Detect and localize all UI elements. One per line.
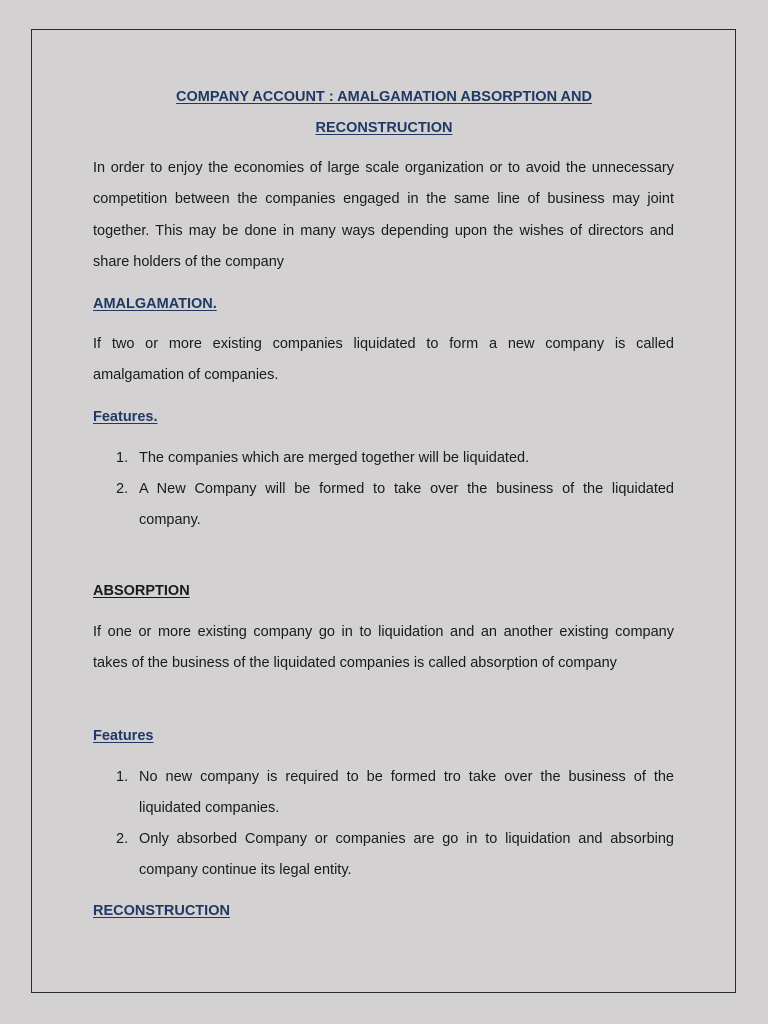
absorption-feature-1 bbox=[116, 762, 674, 824]
absorption-definition: If one or more existing company go in to liquidation and an another existing company takes of the business of the liquidated companies is called absorption of company bbox=[93, 624, 674, 672]
absorption-heading: ABSORPTION bbox=[93, 583, 190, 599]
list-number: 2. bbox=[116, 481, 129, 497]
amalgamation-definition: If two or more existing companies liquidated to form a new company is called amalgamation of companies. bbox=[93, 336, 674, 384]
amalgamation-heading: AMALGAMATION. bbox=[93, 296, 217, 312]
document-title-line-2: RECONSTRUCTION bbox=[315, 120, 453, 136]
list-number: 2. bbox=[116, 831, 129, 847]
absorption-features-heading: Features bbox=[93, 728, 154, 744]
list-text: Only absorbed Company or companies are go in to liquidation and absorbing company continue its legal entity. bbox=[139, 831, 674, 878]
list-number: 1. bbox=[116, 450, 129, 466]
amalgamation-features-heading: Features. bbox=[93, 409, 158, 425]
list-number: 1. bbox=[116, 769, 129, 785]
amalgamation-feature-1 bbox=[116, 443, 674, 474]
list-text: A New Company will be formed to take over the business of the liquidated company. bbox=[139, 481, 674, 528]
intro-paragraph: In order to enjoy the economies of large scale organization or to avoid the unnecessary competition between the companies engaged in the same line of business may joint together. This may be done in many ways depending upon the wishes of directors and share holders of the company bbox=[93, 160, 674, 270]
absorption-feature-2 bbox=[116, 824, 674, 886]
list-text: No new company is required to be formed tro take over the business of the liquidated companies. bbox=[139, 769, 674, 816]
amalgamation-feature-2 bbox=[116, 474, 674, 536]
reconstruction-heading: RECONSTRUCTION bbox=[93, 903, 230, 919]
document-title-line-1: COMPANY ACCOUNT : AMALGAMATION ABSORPTION AND bbox=[176, 89, 592, 105]
list-text: The companies which are merged together will be liquidated. bbox=[139, 450, 530, 466]
